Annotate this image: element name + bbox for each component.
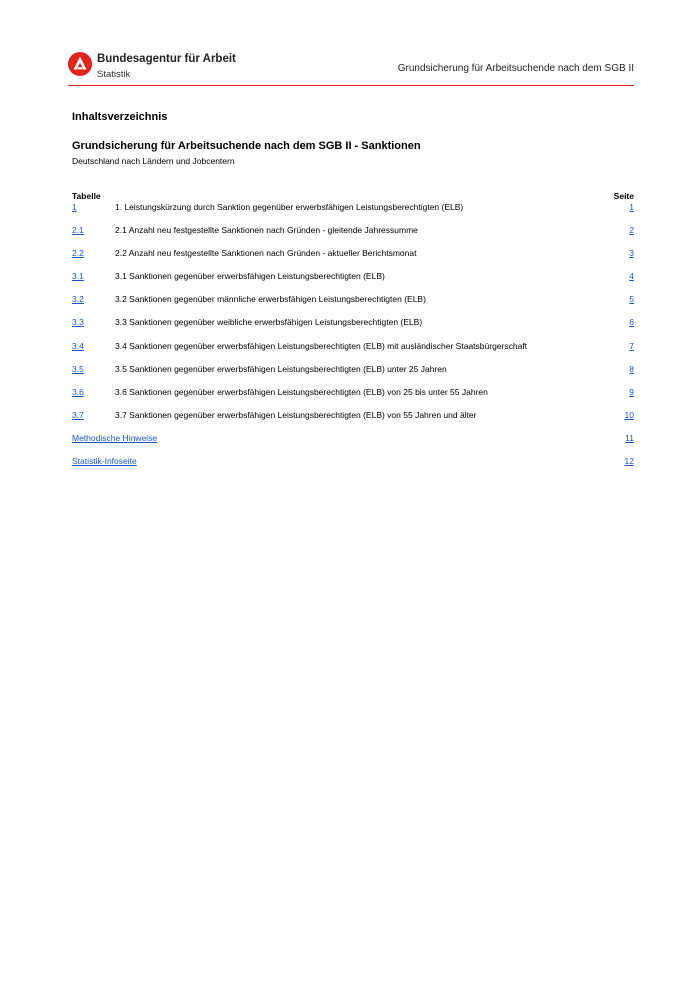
- toc-entry-title: 3.6 Sanktionen gegenüber erwerbsfähigen Leistungsberechtigten (ELB) von 25 bis unter 55 Jahren: [115, 386, 488, 397]
- table-of-contents: [72, 202, 634, 479]
- column-header-page: Seite: [613, 191, 634, 201]
- header-divider: [68, 85, 634, 86]
- toc-row: [72, 225, 634, 248]
- logo: [68, 50, 268, 84]
- toc-section-link[interactable]: Statistik-Infoseite: [72, 456, 137, 467]
- toc-row: [72, 317, 634, 340]
- toc-row: [72, 433, 634, 456]
- toc-row: [72, 364, 634, 387]
- agency-logo-icon: [68, 52, 92, 76]
- toc-table-number-link[interactable]: 3.4: [72, 340, 84, 351]
- toc-page-number-link[interactable]: 7: [629, 340, 634, 351]
- page-title: Grundsicherung für Arbeitsuchende nach dem SGB II - Sanktionen: [72, 140, 421, 152]
- toc-table-number-link[interactable]: 3.2: [72, 294, 84, 305]
- org-subtitle: Statistik: [97, 69, 131, 80]
- toc-page-number-link[interactable]: 8: [629, 363, 634, 374]
- toc-table-number-link[interactable]: 2.2: [72, 248, 84, 259]
- toc-table-number-link[interactable]: 1: [72, 202, 77, 212]
- toc-row: [72, 271, 634, 294]
- toc-page-number-link[interactable]: 1: [629, 202, 634, 212]
- toc-table-number-link[interactable]: 3.1: [72, 271, 84, 282]
- toc-row: [72, 387, 634, 410]
- toc-row: [72, 202, 634, 225]
- toc-entry-title: 3.5 Sanktionen gegenüber erwerbsfähigen Leistungsberechtigten (ELB) unter 25 Jahren: [115, 363, 447, 374]
- toc-row: [72, 294, 634, 317]
- toc-page-number-link[interactable]: 2: [629, 225, 634, 236]
- page-header: [68, 50, 634, 86]
- toc-page-number-link[interactable]: 11: [625, 432, 634, 443]
- org-name: Bundesagentur für Arbeit: [97, 53, 236, 65]
- toc-page-number-link[interactable]: 3: [629, 248, 634, 259]
- toc-entry-title: 2.2 Anzahl neu festgestellte Sanktionen nach Gründen - aktueller Berichtsmonat: [115, 248, 417, 259]
- document-header-title: Grundsicherung für Arbeitsuchende nach dem SGB II: [397, 63, 634, 74]
- toc-page-number-link[interactable]: 9: [629, 386, 634, 397]
- page-subtitle: Deutschland nach Ländern und Jobcentern: [72, 156, 235, 166]
- toc-table-number-link[interactable]: 3.3: [72, 317, 84, 328]
- toc-heading: Inhaltsverzeichnis: [72, 111, 168, 123]
- toc-entry-title: 3.7 Sanktionen gegenüber erwerbsfähigen Leistungsberechtigten (ELB) von 55 Jahren und älter: [115, 409, 477, 420]
- toc-table-number-link[interactable]: 3.5: [72, 363, 84, 374]
- toc-table-number-link[interactable]: 3.7: [72, 409, 84, 420]
- toc-entry-title: 3.3 Sanktionen gegenüber weibliche erwerbsfähigen Leistungsberechtigten (ELB): [115, 317, 423, 328]
- toc-row: [72, 248, 634, 271]
- toc-page-number-link[interactable]: 10: [624, 409, 634, 420]
- toc-entry-title: 2.1 Anzahl neu festgestellte Sanktionen nach Gründen - gleitende Jahressumme: [115, 225, 418, 236]
- toc-entry-title: 1. Leistungskürzung durch Sanktion gegenüber erwerbsfähigen Leistungsberechtigten (ELB): [115, 202, 464, 212]
- toc-page-number-link[interactable]: 6: [629, 317, 634, 328]
- toc-row: [72, 410, 634, 433]
- toc-entry-title: 3.1 Sanktionen gegenüber erwerbsfähigen Leistungsberechtigten (ELB): [115, 271, 385, 282]
- toc-table-number-link[interactable]: 3.6: [72, 386, 84, 397]
- toc-page-number-link[interactable]: 5: [629, 294, 634, 305]
- toc-page-number-link[interactable]: 12: [624, 456, 634, 467]
- toc-row: [72, 456, 634, 479]
- toc-row: [72, 341, 634, 364]
- toc-entry-title: 3.4 Sanktionen gegenüber erwerbsfähigen Leistungsberechtigten (ELB) mit ausländischer Staatsbürgerschaft: [115, 340, 528, 351]
- column-header-table: Tabelle: [72, 191, 101, 201]
- toc-entry-title: 3.2 Sanktionen gegenüber männliche erwerbsfähigen Leistungsberechtigten (ELB): [115, 294, 426, 305]
- toc-page-number-link[interactable]: 4: [629, 271, 634, 282]
- toc-table-number-link[interactable]: 2.1: [72, 225, 84, 236]
- toc-section-link[interactable]: Methodische Hinweise: [72, 432, 158, 443]
